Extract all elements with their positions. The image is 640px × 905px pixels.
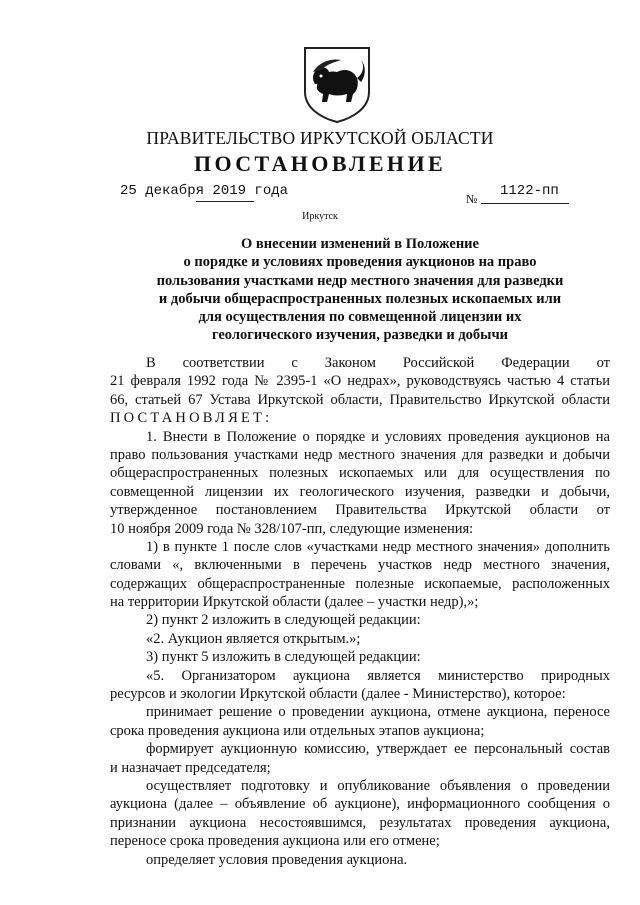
body-line: содержащих общераспространенные полезные ископаемые, расположенных [110,575,610,592]
number-sign: № [466,192,478,206]
title-line: геологического изучения, разведки и добычи [211,327,509,344]
title-line: для осуществления по совмещенной лицензии их [198,309,522,326]
body-line: ПОСТАНОВЛЯЕТ: [110,410,273,427]
coat-of-arms-emblem [301,44,373,124]
body-line: ресурсов и экологии Иркутской области (далее - Министерство), которое: [110,686,566,703]
body-line: 3) пункт 5 изложить в следующей редакции: [146,649,421,666]
body-line: право пользования участками недр местного значения для разведки и добычи [110,446,610,463]
body-line: 10 ноября 2009 года № 328/107-пп, следующие изменения: [110,520,474,537]
body-line: словами «, включенными в перечень участков недр местного значения, [110,557,610,574]
number-underline [481,203,569,204]
body-line: осуществляет подготовку и опубликование объявления о проведении [146,777,610,794]
document-number: 1122-пп [500,183,559,199]
date-underline [196,201,254,202]
body-line: общераспространенных полезных ископаемых или для осуществления по [110,465,610,482]
government-name: ПРАВИТЕЛЬСТВО ИРКУТСКОЙ ОБЛАСТИ [146,128,494,148]
body-line: на территории Иркутской области (далее – участки недр),»; [110,594,479,611]
body-line: В соответствии с Законом Российской Федерации от [146,355,610,371]
body-line: формирует аукционную комиссию, утверждает ее персональный состав [146,741,610,758]
document-body [110,354,610,869]
body-line: 66, статьей 67 Устава Иркутской области, Правительство Иркутской области [110,391,610,408]
body-line: срока проведения аукциона или отдельных этапов аукциона; [110,722,485,739]
body-line: 2) пункт 2 изложить в следующей редакции: [146,612,421,629]
body-line: переносе срока проведения аукциона или его отмене; [110,833,440,850]
body-line: 1. Внести в Положение о порядке и условиях проведения аукционов на [146,428,610,445]
body-line: «2. Аукцион является открытым.»; [146,630,361,647]
body-line: утвержденное постановлением Правительства Иркутской области от [110,502,610,519]
body-line: признании аукциона несостоявшимся, результатах проведения аукциона, [110,814,610,831]
body-line: 21 февраля 1992 года № 2395-1 «О недрах», руководствуясь частью 4 статьи [110,373,610,390]
document-type: ПОСТАНОВЛЕНИЕ [193,151,447,176]
document-date: 25 декабря 2019 года [120,183,289,199]
title-line: о порядке и условиях проведения аукционов на право [183,254,537,271]
body-line: совмещенной лицензии их геологического изучения, разведки и добычи, [110,483,610,500]
body-line: «5. Организатором аукциона является министерство природных [146,667,610,684]
body-line: и назначает председателя; [110,759,271,776]
city-name: Иркутск [302,211,338,222]
body-line: 1) в пункте 1 после слов «участками недр местного значения» дополнить [146,538,610,555]
body-line: определяет условия проведения аукциона. [146,851,408,868]
title-line: О внесении изменений в Положение [241,236,479,252]
document-title [120,235,600,345]
body-line: аукциона (далее – объявление об аукционе), информационного сообщения о [110,796,610,813]
title-line: и добычи общераспространенных полезных ископаемых или [158,290,562,307]
body-line: принимает решение о проведении аукциона, отмене аукциона, переносе [146,704,610,721]
title-line: пользования участками недр местного значения для разведки [156,272,564,289]
